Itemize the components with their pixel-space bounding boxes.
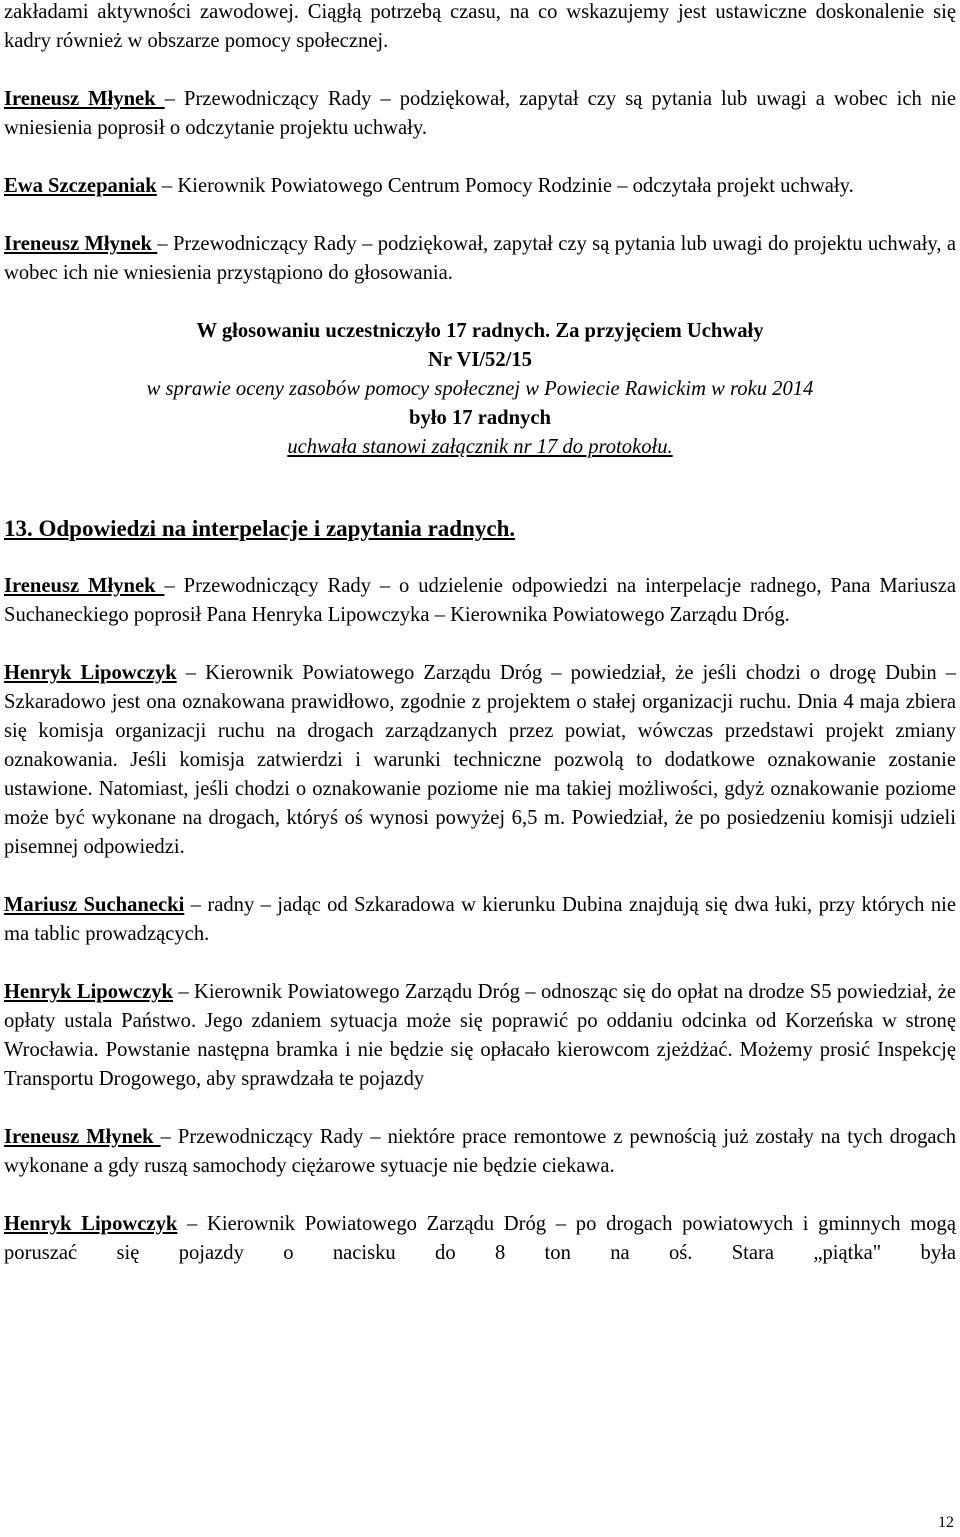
resolution-subject: w sprawie oceny zasobów pomocy społecznej w Powiecie Rawickim w roku 2014 — [146, 378, 814, 400]
speaker-name: Henryk Lipowczyk — [4, 662, 177, 684]
page-number: 12 — [938, 1514, 954, 1531]
vote-result-block — [4, 317, 956, 462]
speaker-name: Ireneusz Młynek — [4, 575, 165, 597]
paragraph-text: – radny – jadąc od Szkaradowa w kierunku Dubina znajdują się dwa łuki, przy których nie ma tablic prowadzących. — [4, 894, 957, 945]
paragraph-mlynek-3 — [4, 572, 956, 630]
speaker-name: Ireneusz Młynek — [4, 233, 158, 255]
paragraph-lipowczyk-1 — [4, 659, 956, 862]
speaker-name: Mariusz Suchanecki — [4, 894, 185, 916]
intro-text: zakładami aktywności zawodowej. Ciągłą potrzebą czasu, na co wskazujemy jest ustawiczne doskonalenie się kadry również w obszarze pomocy społecznej. — [4, 1, 956, 52]
vote-participation: W głosowaniu uczestniczyło 17 radnych. Za przyjęciem Uchwały — [196, 320, 764, 342]
paragraph-text: – Kierownik Powiatowego Centrum Pomocy Rodzinie – odczytała projekt uchwały. — [156, 175, 854, 197]
speaker-name: Ewa Szczepaniak — [4, 175, 157, 197]
paragraph-text: – Kierownik Powiatowego Zarządu Dróg – odnosząc się do opłat na drodze S5 powiedział, że opłaty ustala Państwo. Jego zdaniem sytuacja może się poprawić po oddaniu odcinka od Korzeńska w stronę Wrocławia. Powstanie następna bramka i nie będzie się opłacało kierowcom zjeżdżać. Możemy prosić Inspekcję Transportu Drogowego, aby sprawdzała te pojazdy — [4, 981, 956, 1090]
speaker-name: Henryk Lipowczyk — [4, 1213, 178, 1235]
paragraph-lipowczyk-3 — [4, 1210, 956, 1268]
vote-count: było 17 radnych — [409, 407, 551, 429]
section-heading: 13. Odpowiedzi na interpelacje i zapytania radnych. — [4, 516, 516, 541]
paragraph-text: – Przewodniczący Rady – o udzielenie odpowiedzi na interpelacje radnego, Pana Mariusza Suchaneckiego poprosił Pana Henryka Lipowczyka – Kierownika Powiatowego Zarządu Dróg. — [4, 575, 956, 626]
speaker-name: Ireneusz Młynek — [4, 1126, 161, 1148]
speaker-name: Ireneusz Młynek — [4, 88, 165, 110]
paragraph-lipowczyk-2 — [4, 978, 956, 1094]
paragraph-mlynek-2 — [4, 230, 956, 288]
paragraph-text: – Kierownik Powiatowego Zarządu Dróg – powiedział, że jeśli chodzi o drogę Dubin – Szkaradowo jest ona oznakowana prawidłowo, zgodnie z projektem o stałej organizacji ruchu. Dnia 4 maja zbiera się komisja organizacji ruchu na drogach zarządzanych przez powiat, wówczas przedstawi projekt zmiany oznakowania. Jeśli komisja zatwierdzi i warunki techniczne pozwolą to dodatkowe oznakowanie zostanie ustawione. Natomiast, jeśli chodzi o oznakowanie poziome nie ma takiej możliwości, gdyż oznakowanie poziome może być wykonane na drogach, któryś oś wynosi powyżej 6,5 m. Powiedział, że po posiedzeniu komisji udzieli pisemnej odpowiedzi. — [4, 662, 956, 858]
speaker-name: Henryk Lipowczyk — [4, 981, 173, 1003]
paragraph-szczepaniak — [4, 172, 956, 201]
document-page — [4, 0, 956, 1297]
paragraph-text: – Przewodniczący Rady – podziękował, zapytał czy są pytania lub uwagi do projektu uchwały, a wobec ich nie wniesienia przystąpiono do głosowania. — [4, 233, 956, 284]
intro-paragraph — [4, 0, 956, 56]
attachment-note: uchwała stanowi załącznik nr 17 do protokołu. — [287, 436, 673, 458]
paragraph-mlynek-4 — [4, 1123, 956, 1181]
paragraph-text: – Przewodniczący Rady – niektóre prace remontowe z pewnością już zostały na tych drogach wykonane a gdy ruszą samochody ciężarowe sytuacje nie będzie ciekawa. — [4, 1126, 956, 1177]
paragraph-suchanecki — [4, 891, 956, 949]
paragraph-mlynek-1 — [4, 85, 956, 143]
paragraph-text: – Przewodniczący Rady – podziękował, zapytał czy są pytania lub uwagi a wobec ich nie wniesienia poprosił o odczytanie projektu uchwały. — [4, 88, 956, 139]
paragraph-text: – Kierownik Powiatowego Zarządu Dróg – po drogach powiatowych i gminnych mogą poruszać się pojazdy o nacisku do 8 ton na oś. Stara „piątka" była — [4, 1213, 956, 1264]
resolution-number: Nr VI/52/15 — [428, 349, 532, 371]
